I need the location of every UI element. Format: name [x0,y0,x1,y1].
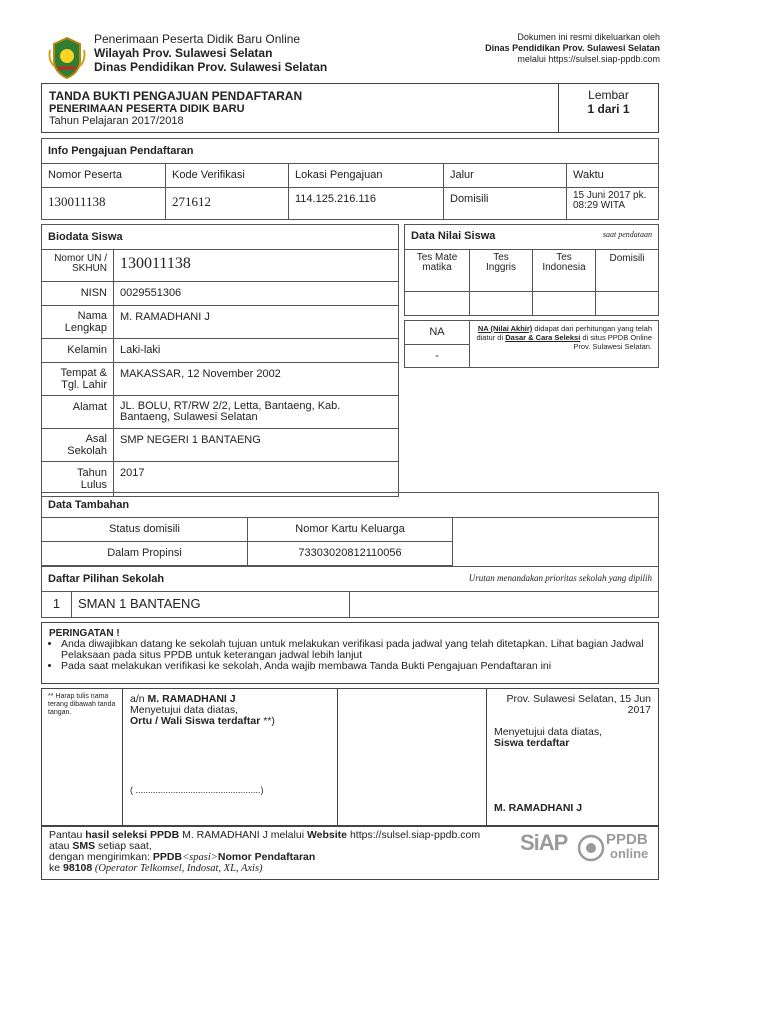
biodata-label: Asal Sekolah [42,429,114,462]
nilai-note: saat pendataan [602,230,652,239]
nilai-header: Tes Inggris [470,250,533,292]
tambahan-section-title: Data Tambahan [42,493,659,518]
footer-text: atau [49,840,73,852]
footer-bold: Nomor Pendaftaran [217,851,316,863]
kelamin-value: Laki-laki [114,339,399,363]
na-note-bold1: NA (Nilai Akhir) [477,324,533,333]
peringatan-box [41,622,659,684]
ppdb-logo-text: PPDB [606,831,648,848]
header-right3: melalui https://sulsel.siap-ppdb.com [517,54,660,64]
peringatan-item: • Pada saat melakukan verifikasi ke sekolah, Anda wajib membawa Tanda Bukti Pengajuan Pendaftaran ini [61,661,651,672]
ortu-suffix: **) [260,715,275,727]
biodata-table [41,224,399,497]
na-note-text2: di situs PPDB Online Prov. Sulawesi Selatan. [573,333,652,351]
approve-text: Menyetujui data diatas, [130,704,238,716]
biodata-label: Alamat [42,396,114,429]
biodata-label: Nomor UN / SKHUN [42,250,114,282]
footer-text: Pantau [49,829,86,841]
footer-text: M. RAMADHANI J melalui [179,829,307,841]
approve-text-2: Menyetujui data diatas, [494,726,602,738]
footer-bold: hasil seleksi PPDB [85,829,180,841]
footer-box [41,826,659,880]
footer-bold: SMS [72,840,96,852]
info-table [41,138,659,220]
nisn-value: 0029551306 [114,282,399,306]
nilai-section-title: Data Nilai Siswa [411,230,496,242]
info-header: Jalur [444,164,567,188]
signature-blank-line: ( ..................................................) [130,785,264,795]
signature-box [41,688,659,826]
nomor-kk-value: 73303020812110056 [248,542,453,566]
siswa-label: Siswa terdaftar [494,737,570,749]
footer-link: https://sulsel.siap-ppdb.com [347,829,481,841]
header-line3: Dinas Pendidikan Prov. Sulawesi Selatan [94,60,328,74]
pilihan-number: 1 [42,592,72,618]
info-header: Waktu [567,164,659,188]
footer-italic: <spasi> [182,852,218,863]
pilihan-note: Urutan menandakan prioritas sekolah yang dipilih [468,573,652,583]
header-right2: Dinas Pendidikan Prov. Sulawesi Selatan [485,43,660,53]
an-name: M. RAMADHANI J [147,693,236,705]
waktu-value: 15 Juni 2017 pk. 08:29 WITA [567,188,659,220]
lembar-value: 1 dari 1 [587,102,630,116]
footer-bold: 98108 [63,862,93,874]
place-date: Prov. Sulawesi Selatan, 15 Jun 2017 [506,693,651,716]
biodata-label: Tahun Lulus [42,462,114,497]
footer-text: setiap saat, [95,840,152,852]
nilai-header: Tes Matematika [405,250,470,292]
footer-text: dengan mengirimkan: [49,851,153,863]
peringatan-item: • Anda diwajibkan datang ke sekolah tujuan untuk melakukan verifikasi pada jadwal yang telah ditetapkan. Lihat bagian Jadwal Pelaksaan pada situs PPDB untuk keterangan jadwal lebih lanjut [61,639,651,661]
info-header: Lokasi Pengajuan [289,164,444,188]
nama-value: M. RAMADHANI J [114,306,399,339]
siap-logo-text: SiAP [520,830,568,855]
ortu-label: Ortu / Wali Siswa terdaftar [130,715,261,727]
header-line2: Wilayah Prov. Sulawesi Selatan [94,46,273,60]
pilihan-row [42,592,659,618]
header-line1: Penerimaan Peserta Didik Baru Online [94,32,301,46]
tahun-lulus-value: 2017 [114,462,399,497]
na-table [404,320,659,368]
title-year: Tahun Pelajaran 2017/2018 [49,115,184,127]
lokasi-value: 114.125.216.116 [289,188,444,220]
na-note [470,321,659,368]
info-section-title: Info Pengajuan Pendaftaran [42,139,659,164]
tambahan-header: Status domisili [42,518,248,542]
kode-verifikasi-value: 271612 [166,188,289,220]
asal-sekolah-value: SMP NEGERI 1 BANTAENG [114,429,399,462]
na-note-text1: didapat dari perhitungan yang telah diatur di [476,324,652,342]
nilai-table [404,224,659,316]
tambahan-header: Nomor Kartu Keluarga [248,518,453,542]
biodata-label: Tempat & Tgl. Lahir [42,363,114,396]
tambahan-table [41,492,659,566]
signature-note: ** Harap tulis nama terang dibawah tanda tangan. [48,693,116,716]
header-right1: Dokumen ini resmi dikeluarkan oleh [517,32,660,42]
title-main: TANDA BUKTI PENGAJUAN PENDAFTARAN [49,89,303,103]
pilihan-section-title: Daftar Pilihan Sekolah [48,573,165,585]
pilihan-table [41,566,659,618]
ppdb-logo [606,833,648,861]
province-emblem-icon [46,36,88,80]
title-sub: PENERIMAAN PESERTA DIDIK BARU [49,103,245,115]
info-header: Nomor Peserta [42,164,166,188]
lembar-label: Lembar [588,88,629,102]
info-header: Kode Verifikasi [166,164,289,188]
ppdb-online-text: online [610,846,649,861]
biodata-label: Nama Lengkap [42,306,114,339]
an-prefix: a/n [130,693,148,705]
title-box [41,83,659,133]
ttl-value: MAKASSAR, 12 November 2002 [114,363,399,396]
footer-italic: (Operator Telkomsel, Indosat, XL, Axis) [92,863,263,874]
biodata-label: Kelamin [42,339,114,363]
biodata-section-title: Biodata Siswa [42,225,399,250]
ppdb-logo-icon [576,833,606,863]
biodata-label: NISN [42,282,114,306]
siap-logo [520,830,568,855]
status-domisili-value: Dalam Propinsi [42,542,248,566]
footer-bold: Website [306,829,348,841]
jalur-value: Domisili [444,188,567,220]
na-label: NA [405,321,470,345]
nilai-header: Domisili [596,250,659,292]
alamat-value: JL. BOLU, RT/RW 2/2, Letta, Bantaeng, Kab. Bantaeng, Sulawesi Selatan [114,396,399,429]
na-note-bold2: Dasar & Cara Seleksi [505,333,581,342]
footer-text: ke [49,862,64,874]
nomor-peserta-value: 130011138 [42,188,166,220]
footer-bold: PPDB [152,851,183,863]
nomor-un-value: 130011138 [114,250,399,282]
peringatan-title: PERINGATAN ! [49,628,120,639]
na-value: - [405,345,470,368]
pilihan-school-name: SMAN 1 BANTAENG [72,592,350,618]
nilai-header: Tes Indonesia [533,250,596,292]
siswa-name: M. RAMADHANI J [494,802,583,814]
